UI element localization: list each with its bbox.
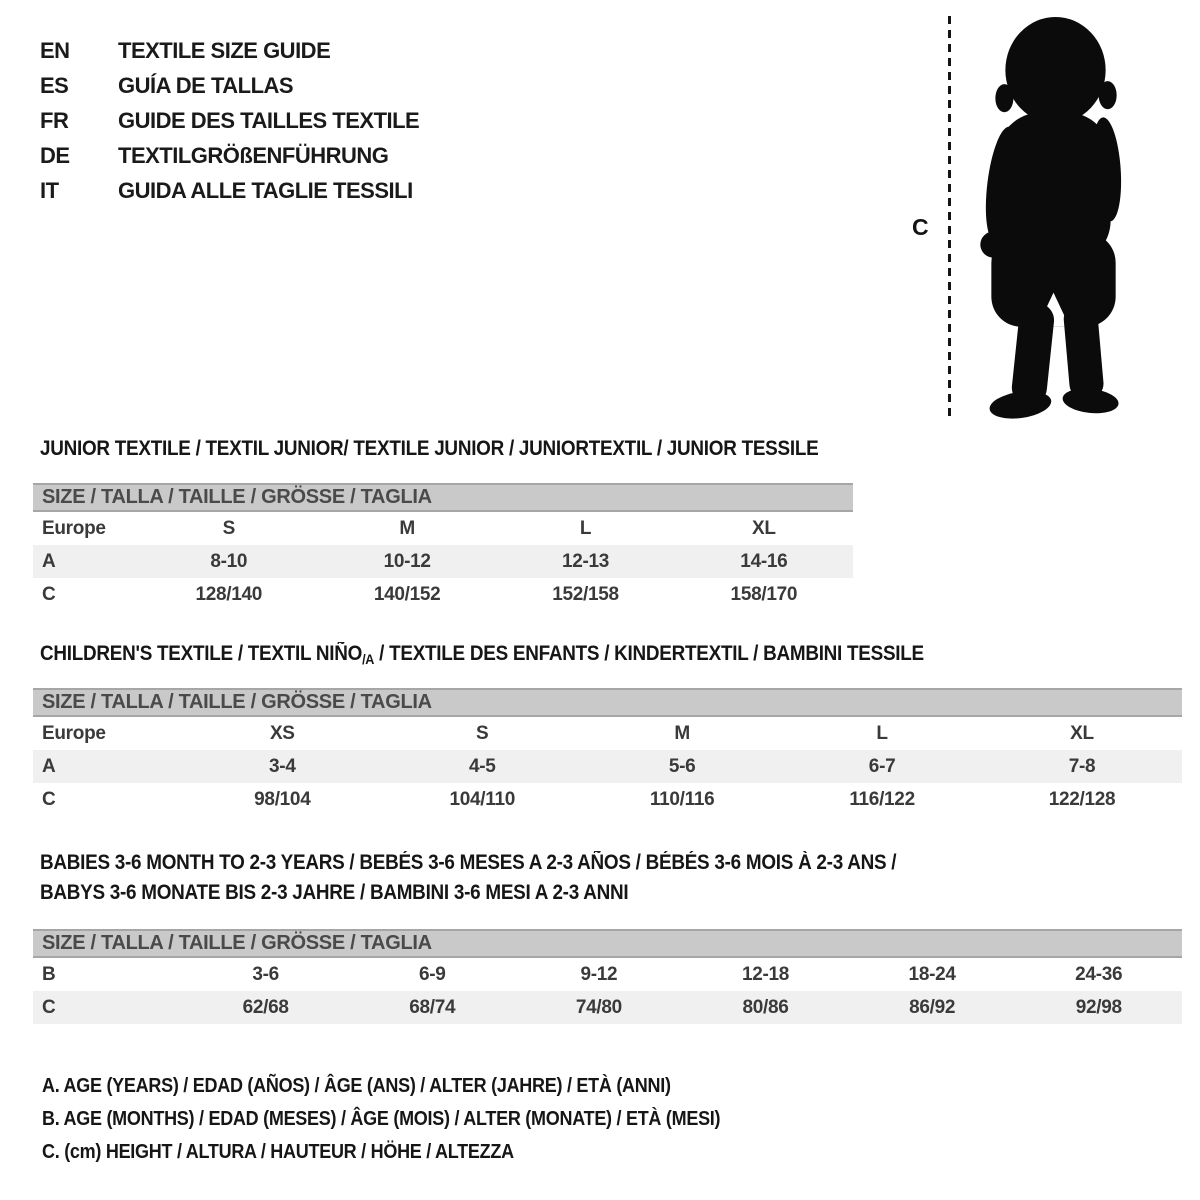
cell: 3-4	[269, 755, 296, 777]
cell: 24-36	[1075, 963, 1123, 985]
legend-age-months: B. AGE (MONTHS) / EDAD (MESES) / ÂGE (MOIS) / ALTER (MONATE) / ETÀ (MESI)	[42, 1108, 721, 1130]
row-label: A	[42, 550, 56, 572]
height-marker-label: C	[912, 214, 929, 240]
header-cell: L	[579, 517, 592, 539]
cell: 140/152	[373, 583, 441, 605]
cell: 3-6	[252, 963, 279, 985]
row-label: B	[42, 963, 56, 985]
cell: 128/140	[195, 583, 263, 605]
cell: 74/80	[575, 996, 622, 1018]
language-title: TEXTILGRÖßENFÜHRUNG	[118, 143, 389, 168]
cell: 122/128	[1048, 788, 1116, 810]
table-row	[33, 578, 853, 611]
title-text: / TEXTILE DES ENFANTS / KINDERTEXTIL / BAMBINI TESSILE	[374, 642, 924, 665]
language-title: TEXTILE SIZE GUIDE	[118, 38, 331, 63]
header-cell: M	[399, 517, 415, 539]
cell: 110/116	[649, 788, 715, 810]
toddler-silhouette	[963, 14, 1143, 420]
table-row	[33, 991, 1182, 1024]
cell: 158/170	[730, 583, 798, 605]
table-header-row	[33, 717, 1182, 750]
cell: 80/86	[742, 996, 789, 1018]
header-cell: M	[674, 722, 690, 744]
header-cell: Europe	[42, 517, 106, 539]
header-cell: S	[476, 722, 489, 744]
language-row	[40, 73, 293, 99]
row-label: C	[42, 996, 56, 1018]
cell: 10-12	[383, 550, 431, 572]
table-row	[33, 958, 1182, 991]
title-text: CHILDREN'S TEXTILE / TEXTIL NIÑO	[40, 642, 363, 665]
language-code: FR	[40, 108, 69, 133]
cell: 7-8	[1068, 755, 1096, 777]
cell: 6-9	[418, 963, 446, 985]
children-size-table	[33, 688, 1182, 816]
section-title-junior: JUNIOR TEXTILE / TEXTIL JUNIOR/ TEXTILE JUNIOR / JUNIORTEXTIL / JUNIOR TESSILE	[40, 437, 819, 460]
cell: 12-18	[741, 963, 790, 985]
language-row	[40, 143, 388, 169]
cell: 62/68	[242, 996, 289, 1018]
height-measure-dashed-line	[948, 16, 951, 416]
title-subscript: /A	[362, 651, 375, 667]
row-label: C	[42, 788, 56, 810]
header-cell: Europe	[42, 722, 106, 744]
legend-height-cm: C. (cm) HEIGHT / ALTURA / HAUTEUR / HÖHE / ALTEZZA	[42, 1141, 514, 1163]
cell: 116/122	[849, 788, 915, 810]
cell: 6-7	[868, 755, 896, 777]
language-title: GUIDA ALLE TAGLIE TESSILI	[118, 178, 413, 203]
cell: 152/158	[552, 583, 619, 605]
header-cell: L	[876, 722, 888, 744]
language-title: GUÍA DE TALLAS	[118, 73, 294, 98]
cell: 5-6	[668, 755, 696, 777]
language-code: EN	[40, 38, 70, 63]
language-row	[40, 108, 419, 134]
cell: 18-24	[908, 963, 956, 985]
header-cell: XS	[269, 722, 295, 744]
section-title-babies-line2: BABYS 3-6 MONATE BIS 2-3 JAHRE / BAMBINI 3-6 MESI A 2-3 ANNI	[40, 881, 629, 904]
language-code: ES	[40, 73, 69, 98]
language-row	[40, 38, 330, 64]
language-code: IT	[40, 178, 59, 203]
cell: 4-5	[468, 755, 496, 777]
cell: 14-16	[740, 550, 788, 572]
cell: 8-10	[210, 550, 248, 572]
header-cell: S	[222, 517, 235, 539]
size-band: SIZE / TALLA / TAILLE / GRÖSSE / TAGLIA	[33, 483, 853, 512]
cell: 9-12	[580, 963, 618, 985]
table-header-row	[33, 512, 853, 545]
language-title: GUIDE DES TAILLES TEXTILE	[118, 108, 420, 133]
babies-size-table	[33, 929, 1182, 1024]
cell: 12-13	[561, 550, 610, 572]
junior-size-table	[33, 483, 853, 611]
section-title-babies-line1: BABIES 3-6 MONTH TO 2-3 YEARS / BEBÉS 3-6 MESES A 2-3 AÑOS / BÉBÉS 3-6 MOIS À 2-3 ANS /	[40, 851, 897, 874]
cell: 92/98	[1075, 996, 1122, 1018]
cell: 68/74	[409, 996, 456, 1018]
header-cell: XL	[1070, 722, 1094, 744]
cell: 86/92	[909, 996, 956, 1018]
size-band: SIZE / TALLA / TAILLE / GRÖSSE / TAGLIA	[33, 688, 1182, 717]
header-cell: XL	[752, 517, 776, 539]
size-band: SIZE / TALLA / TAILLE / GRÖSSE / TAGLIA	[33, 929, 1182, 958]
row-label: A	[42, 755, 56, 777]
cell: 104/110	[449, 788, 516, 810]
language-code: DE	[40, 143, 70, 168]
row-label: C	[42, 583, 56, 605]
table-row	[33, 750, 1182, 783]
table-row	[33, 783, 1182, 816]
language-row	[40, 178, 413, 204]
section-title-children	[40, 642, 924, 666]
table-row	[33, 545, 853, 578]
cell: 98/104	[254, 788, 311, 810]
legend-age-years: A. AGE (YEARS) / EDAD (AÑOS) / ÂGE (ANS) / ALTER (JAHRE) / ETÀ (ANNI)	[42, 1075, 671, 1097]
